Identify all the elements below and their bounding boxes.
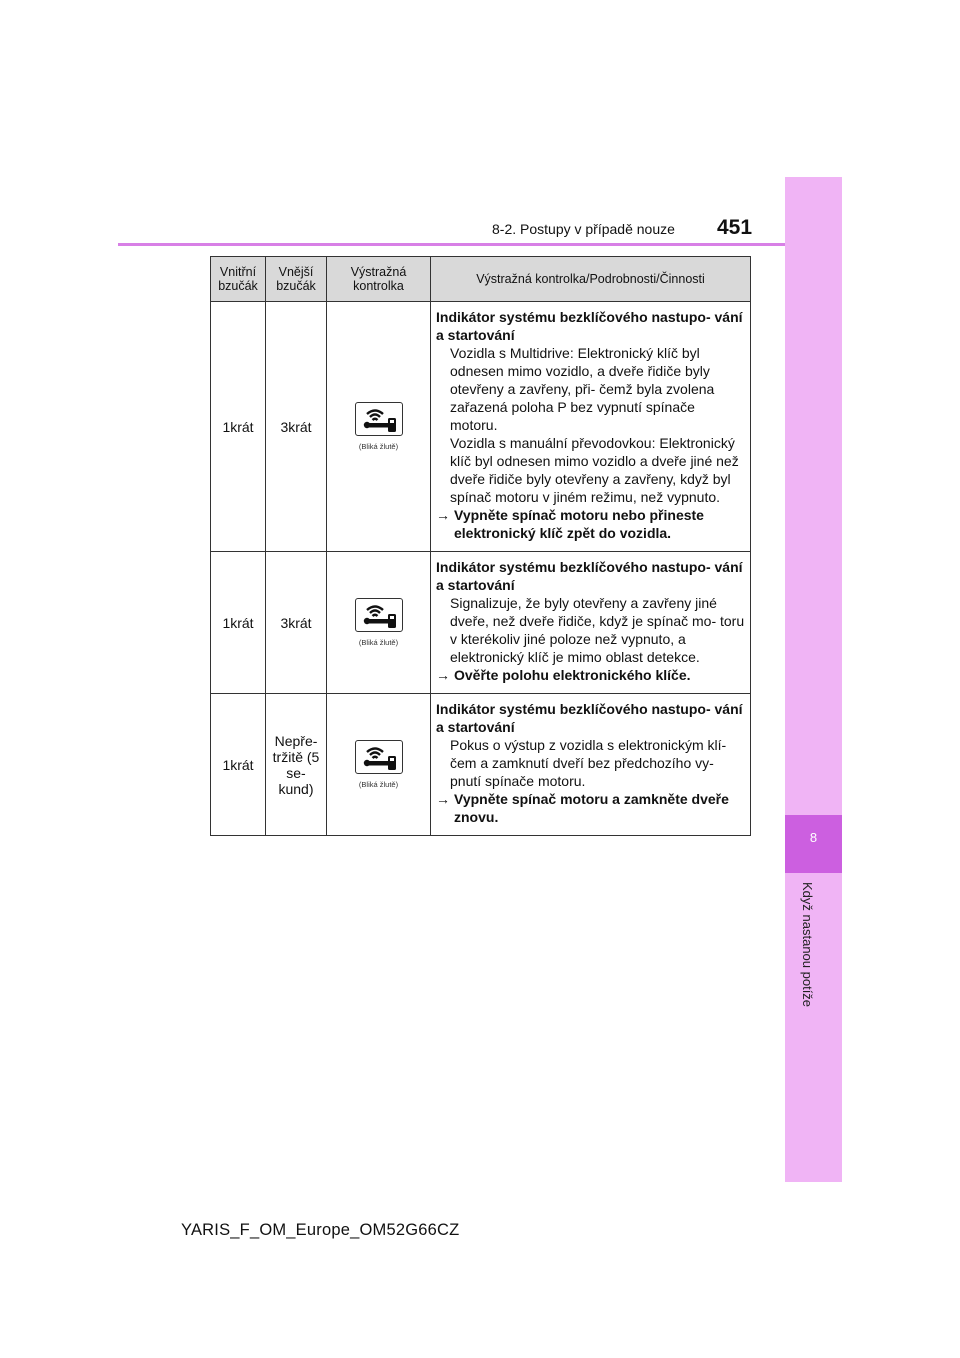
smart-key-warning-icon — [355, 598, 403, 632]
header-divider — [118, 243, 785, 246]
indicator-caption: (Bliká žlutě) — [358, 638, 399, 647]
table-header-row — [211, 257, 751, 302]
inner-buzzer-cell: 1krát — [211, 302, 266, 552]
details-cell — [431, 302, 751, 552]
outer-buzzer-cell: 3krát — [266, 302, 327, 552]
indicator-cell — [327, 694, 431, 836]
arrow-icon: → — [436, 507, 450, 523]
smart-key-warning-icon — [355, 740, 403, 774]
details-title: Indikátor systému bezklíčového nastupo- vání a startování — [436, 309, 743, 343]
details-paragraph: Signalizuje, že byly otevřeny a zavřeny jiné dveře, než dveře řidiče, když je spínač mo- toru v kterékoliv jiné poloze než vypnuto, a elektronický klíč je mimo oblast detekce. — [450, 595, 745, 665]
details-title: Indikátor systému bezklíčového nastupo- vání a startování — [436, 701, 743, 735]
details-action — [436, 666, 746, 684]
details-cell — [431, 552, 751, 694]
document-footer: YARIS_F_OM_Europe_OM52G66CZ — [181, 1221, 460, 1239]
details-action — [436, 790, 746, 826]
section-title: 8-2. Postupy v případě nouze — [492, 221, 675, 237]
inner-buzzer-cell: 1krát — [211, 694, 266, 836]
table-row — [211, 552, 751, 694]
action-text: Ověřte polohu elektronického klíče. — [454, 667, 691, 683]
action-text: Vypněte spínač motoru nebo přineste elektronický klíč zpět do vozidla. — [454, 507, 704, 541]
details-paragraph: Vozidla s Multidrive: Elektronický klíč byl odnesen mimo vozidlo, a dveře řidiče byly otevřeny a zavřeny, při- čemž byla zvolena zařazená poloha P bez vypnutí spínače motoru. — [450, 345, 715, 433]
details-cell — [431, 694, 751, 836]
arrow-icon: → — [436, 667, 450, 683]
table-row — [211, 302, 751, 552]
outer-buzzer-cell: Nepře- tržitě (5 se- kund) — [266, 694, 327, 836]
chapter-label: Když nastanou potíže — [800, 882, 815, 1008]
indicator-caption: (Bliká žlutě) — [358, 780, 399, 789]
indicator-cell — [327, 552, 431, 694]
header-details: Výstražná kontrolka/Podrobnosti/Činnosti — [431, 257, 751, 302]
chapter-number: 8 — [809, 830, 818, 845]
indicator-cell — [327, 302, 431, 552]
page-number: 451 — [717, 216, 753, 239]
outer-buzzer-cell: 3krát — [266, 552, 327, 694]
header-inner-buzzer: Vnitřní bzučák — [211, 257, 266, 302]
arrow-icon: → — [436, 791, 450, 807]
side-tab — [785, 177, 842, 1182]
table-row — [211, 694, 751, 836]
header-indicator: Výstražná kontrolka — [327, 257, 431, 302]
warning-table — [210, 256, 751, 836]
indicator-caption: (Bliká žlutě) — [358, 442, 399, 451]
header-outer-buzzer: Vnější bzučák — [266, 257, 327, 302]
details-paragraph: Vozidla s manuální převodovkou: Elektronický klíč byl odnesen mimo vozidlo a dveře jiné než dveře řidiče byly otevřeny a zavřeny, když byl spínač motoru v jiném režimu, než vypnuto. — [450, 435, 739, 505]
smart-key-warning-icon — [355, 402, 403, 436]
details-title: Indikátor systému bezklíčového nastupo- vání a startování — [436, 559, 743, 593]
action-text: Vypněte spínač motoru a zamkněte dveře znovu. — [454, 791, 729, 825]
details-action — [436, 506, 746, 542]
details-paragraph: Pokus o výstup z vozidla s elektronickým klí- čem a zamknutí dveří bez předchozího vy- pnutí spínače motoru. — [450, 737, 727, 789]
inner-buzzer-cell: 1krát — [211, 552, 266, 694]
